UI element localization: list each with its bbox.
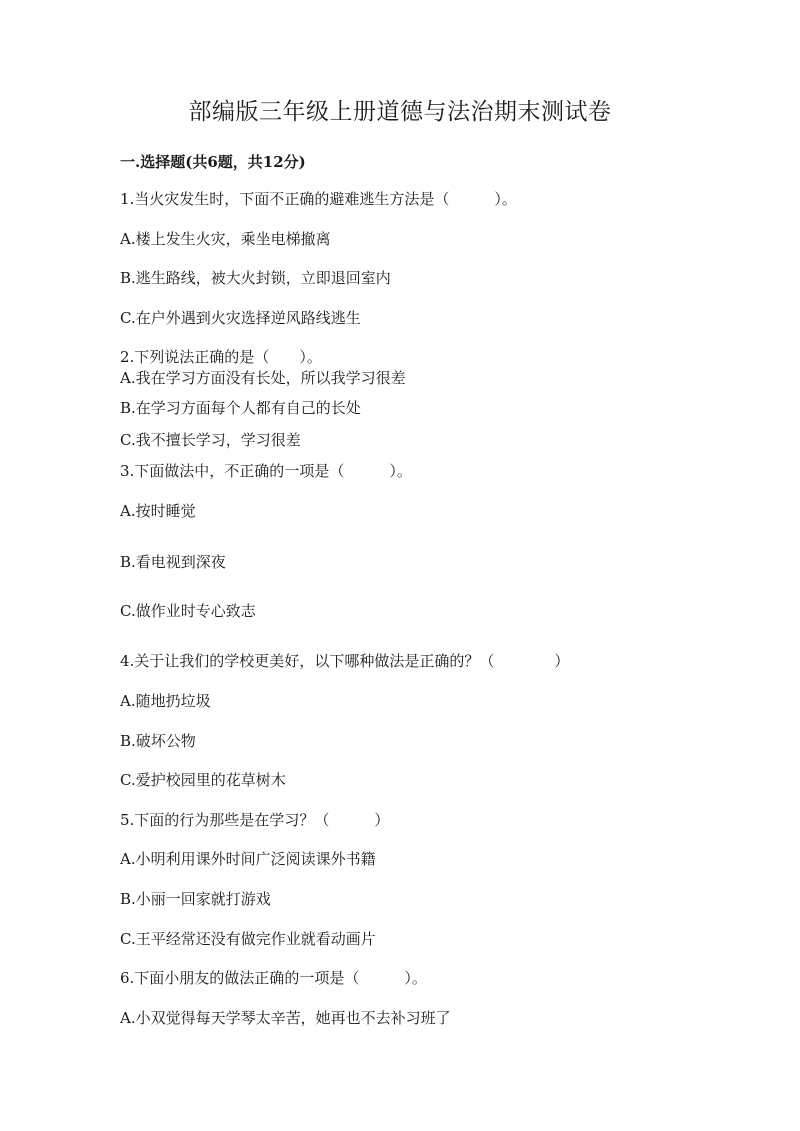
question-5-option-b: B.小丽一回家就打游戏 <box>120 890 271 908</box>
question-2-option-a: A.我在学习方面没有长处，所以我学习很差 <box>120 369 406 387</box>
question-4-option-b: B.破坏公物 <box>120 732 196 750</box>
question-3-option-a: A.按时睡觉 <box>120 502 196 520</box>
question-2-option-b: B.在学习方面每个人都有自己的长处 <box>120 399 361 417</box>
page-title: 部编版三年级上册道德与法治期末测试卷 <box>188 99 612 125</box>
question-4-option-a: A.随地扔垃圾 <box>120 692 211 710</box>
question-stem-5: 5.下面的行为那些是在学习？（ ） <box>120 811 390 829</box>
question-6-option-a: A.小双觉得每天学琴太辛苦，她再也不去补习班了 <box>120 1009 451 1027</box>
question-1-option-b: B.逃生路线，被大火封锁，立即退回室内 <box>120 269 391 287</box>
question-stem-2: 2.下列说法正确的是（ ）。 <box>120 348 322 366</box>
section-heading: 一.选择题(共6题，共12分) <box>120 153 306 171</box>
question-stem-4: 4.关于让我们的学校更美好，以下哪种做法是正确的？（ ） <box>120 652 570 670</box>
question-4-option-c: C.爱护校园里的花草树木 <box>120 771 286 789</box>
question-stem-1: 1.当火灾发生时，下面不正确的避难逃生方法是（ ）。 <box>120 190 517 208</box>
question-3-option-b: B.看电视到深夜 <box>120 553 226 571</box>
question-2-option-c: C.我不擅长学习，学习很差 <box>120 431 301 449</box>
question-stem-3: 3.下面做法中，不正确的一项是（ ）。 <box>120 462 412 480</box>
question-stem-6: 6.下面小朋友的做法正确的一项是（ ）。 <box>120 969 427 987</box>
question-5-option-c: C.王平经常还没有做完作业就看动画片 <box>120 930 376 948</box>
question-3-option-c: C.做作业时专心致志 <box>120 602 256 620</box>
question-1-option-a: A.楼上发生火灾，乘坐电梯撤离 <box>120 230 331 248</box>
question-5-option-a: A.小明利用课外时间广泛阅读课外书籍 <box>120 850 376 868</box>
question-1-option-c: C.在户外遇到火灾选择逆风路线逃生 <box>120 309 361 327</box>
